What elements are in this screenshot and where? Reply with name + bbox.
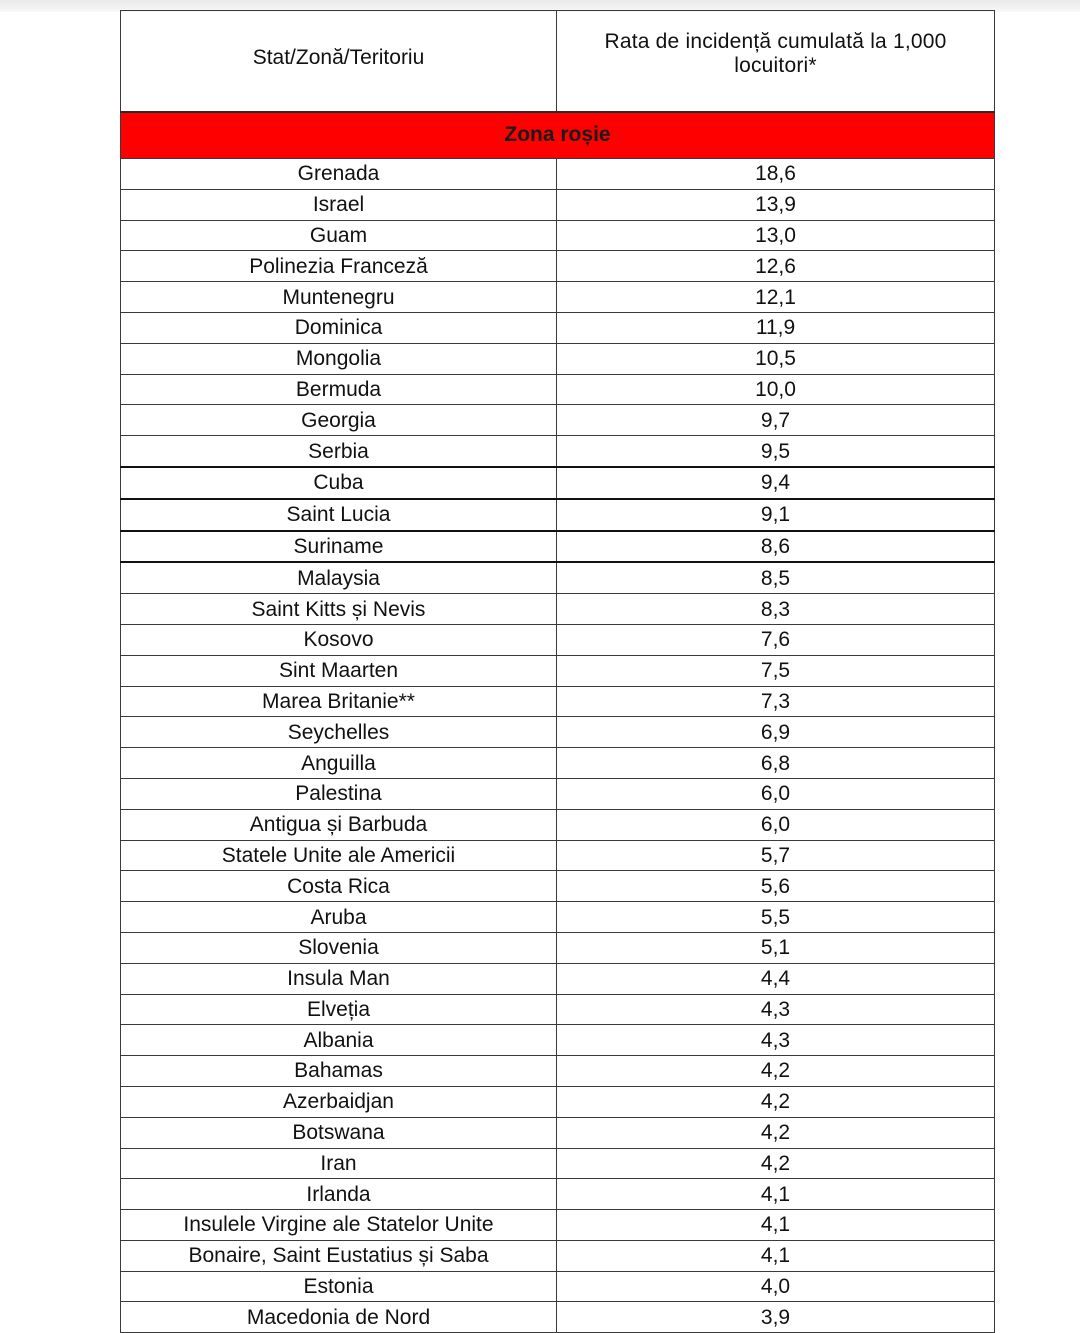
country-cell: Polinezia Franceză [121,251,557,282]
rate-cell: 7,3 [557,686,995,717]
country-cell: Macedonia de Nord [121,1302,557,1333]
country-cell: Grenada [121,159,557,190]
rate-cell: 5,5 [557,902,995,933]
country-cell: Muntenegru [121,282,557,313]
rate-cell: 9,7 [557,405,995,436]
country-cell: Slovenia [121,932,557,963]
rate-cell: 4,3 [557,1025,995,1056]
header-country: Stat/Zonă/Teritoriu [121,11,557,113]
rate-cell: 12,6 [557,251,995,282]
table-row [121,159,995,190]
table-row [121,374,995,405]
country-cell: Saint Kitts și Nevis [121,594,557,625]
table-row [121,932,995,963]
rate-cell: 6,9 [557,717,995,748]
country-cell: Bahamas [121,1056,557,1087]
country-cell: Mongolia [121,343,557,374]
country-cell: Aruba [121,902,557,933]
table-row [121,189,995,220]
rate-cell: 9,4 [557,467,995,499]
country-cell: Malaysia [121,562,557,593]
table-row [121,312,995,343]
country-cell: Seychelles [121,717,557,748]
incidence-table [120,10,995,1333]
rate-cell: 4,2 [557,1086,995,1117]
table-row [121,251,995,282]
table-row [121,1179,995,1210]
country-cell: Bonaire, Saint Eustatius și Saba [121,1240,557,1271]
table-row [121,1240,995,1271]
rate-cell: 4,2 [557,1117,995,1148]
header-rate: Rata de incidență cumulată la 1,000 locuitori* [557,11,995,113]
table-row [121,220,995,251]
table-row [121,1056,995,1087]
rate-cell: 13,0 [557,220,995,251]
rate-cell: 6,8 [557,748,995,779]
zone-row [121,112,995,159]
rate-cell: 9,5 [557,436,995,467]
table-row [121,871,995,902]
table-body [121,112,995,1333]
table-row [121,1210,995,1241]
country-cell: Israel [121,189,557,220]
rate-cell: 4,2 [557,1056,995,1087]
table-row [121,562,995,593]
country-cell: Serbia [121,436,557,467]
table-row [121,624,995,655]
rate-cell: 9,1 [557,499,995,531]
country-cell: Insulele Virgine ale Statelor Unite [121,1210,557,1241]
rate-cell: 4,4 [557,963,995,994]
country-cell: Azerbaidjan [121,1086,557,1117]
rate-cell: 12,1 [557,282,995,313]
zone-label: Zona roșie [121,112,995,159]
country-cell: Costa Rica [121,871,557,902]
table-row [121,1271,995,1302]
table-row [121,1025,995,1056]
country-cell: Saint Lucia [121,499,557,531]
rate-cell: 8,6 [557,531,995,563]
country-cell: Statele Unite ale Americii [121,840,557,871]
rate-cell: 4,1 [557,1240,995,1271]
rate-cell: 4,3 [557,994,995,1025]
table-row [121,343,995,374]
table-row [121,594,995,625]
rate-cell: 10,5 [557,343,995,374]
rate-cell: 8,5 [557,562,995,593]
country-cell: Estonia [121,1271,557,1302]
rate-cell: 7,6 [557,624,995,655]
table-row [121,809,995,840]
table-row [121,531,995,563]
table-row [121,655,995,686]
table-row [121,436,995,467]
table-header-row [121,11,995,113]
table-row [121,840,995,871]
rate-cell: 5,6 [557,871,995,902]
rate-cell: 18,6 [557,159,995,190]
country-cell: Dominica [121,312,557,343]
rate-cell: 4,0 [557,1271,995,1302]
country-cell: Palestina [121,778,557,809]
country-cell: Sint Maarten [121,655,557,686]
rate-cell: 5,7 [557,840,995,871]
country-cell: Insula Man [121,963,557,994]
country-cell: Elveția [121,994,557,1025]
rate-cell: 10,0 [557,374,995,405]
country-cell: Iran [121,1148,557,1179]
rate-cell: 6,0 [557,809,995,840]
country-cell: Irlanda [121,1179,557,1210]
table-row [121,902,995,933]
table-row [121,1117,995,1148]
country-cell: Anguilla [121,748,557,779]
table-row [121,717,995,748]
table-row [121,994,995,1025]
rate-cell: 13,9 [557,189,995,220]
country-cell: Bermuda [121,374,557,405]
country-cell: Botswana [121,1117,557,1148]
country-cell: Guam [121,220,557,251]
country-cell: Albania [121,1025,557,1056]
table-row [121,778,995,809]
country-cell: Georgia [121,405,557,436]
country-cell: Kosovo [121,624,557,655]
country-cell: Cuba [121,467,557,499]
rate-cell: 3,9 [557,1302,995,1333]
table-row [121,963,995,994]
table-row [121,1302,995,1333]
country-cell: Marea Britanie** [121,686,557,717]
rate-cell: 4,1 [557,1210,995,1241]
rate-cell: 6,0 [557,778,995,809]
rate-cell: 5,1 [557,932,995,963]
table-row [121,405,995,436]
table-row [121,282,995,313]
rate-cell: 4,2 [557,1148,995,1179]
country-cell: Antigua și Barbuda [121,809,557,840]
table-row [121,1148,995,1179]
rate-cell: 4,1 [557,1179,995,1210]
table-row [121,1086,995,1117]
rate-cell: 11,9 [557,312,995,343]
table-row [121,499,995,531]
country-cell: Suriname [121,531,557,563]
table-row [121,748,995,779]
table-row [121,686,995,717]
rate-cell: 8,3 [557,594,995,625]
rate-cell: 7,5 [557,655,995,686]
table-row [121,467,995,499]
